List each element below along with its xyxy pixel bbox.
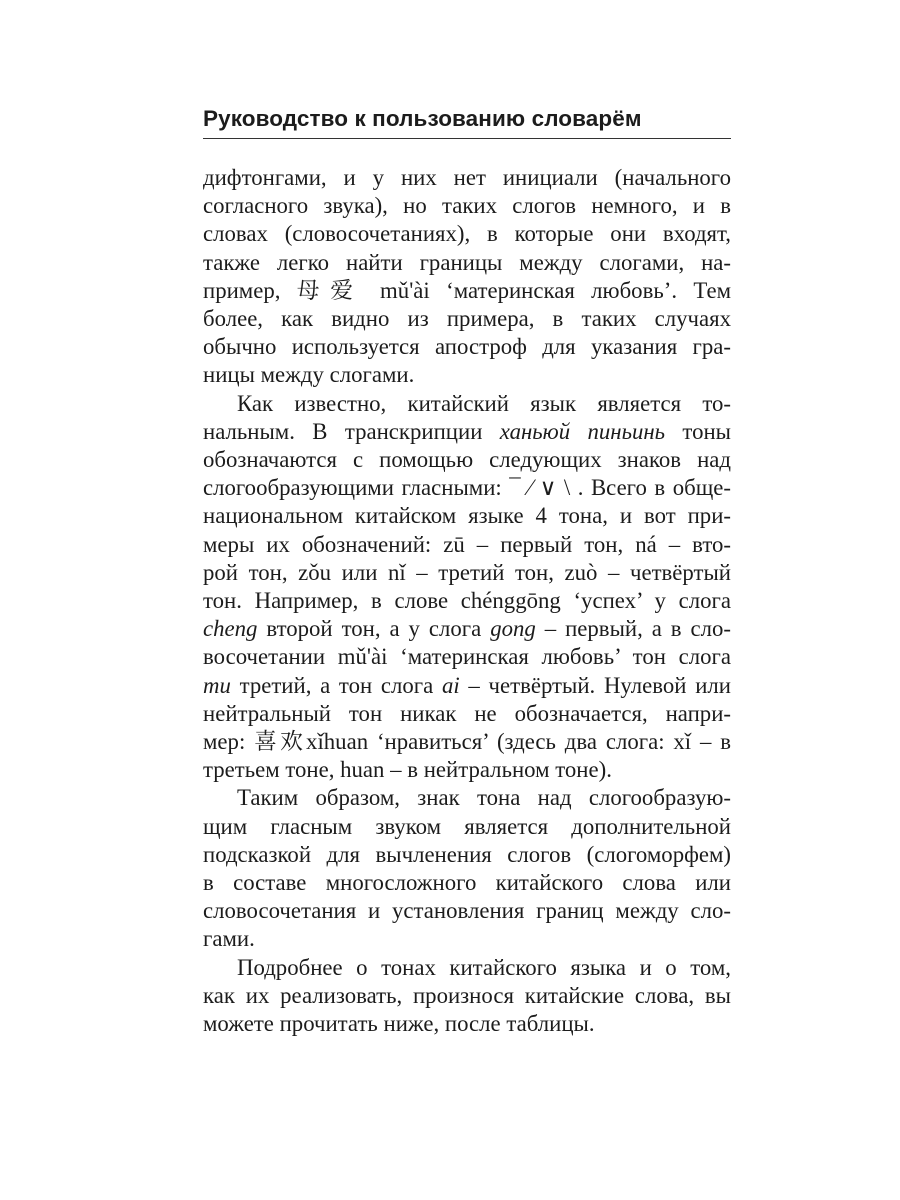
text-line: можете прочитать ниже, после таблицы. <box>203 1011 595 1037</box>
text-line: в составе многосложного китайского слова или <box>203 870 731 896</box>
text-line: Как известно, китайский язык является то- <box>237 390 731 416</box>
italic-syllable: ai <box>441 672 460 698</box>
italic-syllable: mu <box>203 672 231 698</box>
body-text <box>203 164 731 1038</box>
text-line: ницы между слогами. <box>203 362 415 388</box>
text-line: гами. <box>203 926 255 952</box>
paragraph-4 <box>203 954 731 1039</box>
paragraph-3 <box>203 784 731 953</box>
text-line: тон. Например, в слове chénggōng ‘успех’ у слога <box>203 588 731 614</box>
text-line: нальным. В транскрипции ханьюй пиньинь тоны <box>203 418 731 444</box>
text-line: cheng второй тон, а у слога gong – первый, а в сло- <box>203 616 731 642</box>
text-line: восочетании mǔ'ài ‘материнская любовь’ тон слога <box>203 644 731 670</box>
text-line: рой тон, zǒu или nǐ – третий тон, zuò – четвёртый <box>203 559 731 585</box>
header-rule <box>203 138 731 139</box>
text-line: Таким образом, знак тона над слогообразую- <box>237 785 731 811</box>
text-line: словосочетания и установления границ между сло- <box>203 898 731 924</box>
paragraph-1 <box>203 164 731 390</box>
text-line: мер: 喜欢xǐhuan ‘нравиться’ (здесь два слога: xǐ – в <box>203 729 731 755</box>
text-line: согласного звука), но таких слогов немного, и в <box>203 193 731 219</box>
italic-syllable: cheng <box>203 616 258 642</box>
text-line: дифтонгами, и у них нет инициали (начального <box>203 165 731 190</box>
running-title: Руководство к пользованию словарём <box>203 106 642 131</box>
paragraph-2 <box>203 390 731 785</box>
text-line: пример, 母爱 mǔ'ài ‘материнская любовь’. Тем <box>203 277 731 303</box>
text-line: третьем тоне, huan – в нейтральном тоне). <box>203 757 612 783</box>
text-line: меры их обозначений: zū – первый тон, ná – вто- <box>203 531 731 557</box>
text-line: нейтральный тон никак не обозначается, напри- <box>203 700 731 726</box>
italic-term: ханьюй пиньинь <box>499 418 666 444</box>
text-line: Подробнее о тонах китайского языка и о том, <box>237 954 731 980</box>
text-line: как их реализовать, произнося китайские слова, вы <box>203 982 731 1008</box>
text-line: mu третий, а тон слога ai – четвёртый. Нулевой или <box>203 672 731 698</box>
text-line: подсказкой для вычленения слогов (слогоморфем) <box>203 841 731 867</box>
text-line: также легко найти границы между слогами, на- <box>203 249 731 275</box>
text-line: обозначаются с помощью следующих знаков над <box>203 447 731 473</box>
text-line: национальном китайском языке 4 тона, и вот при- <box>203 503 731 529</box>
italic-syllable: gong <box>490 616 536 642</box>
text-line: более, как видно из примера, в таких случаях <box>203 306 731 332</box>
text-line: щим гласным звуком является дополнительной <box>203 813 731 839</box>
text-line: слогообразующими гласными: ¯ ⁄ ∨ \ . Всего в обще- <box>203 475 731 501</box>
text-line: обычно используется апостроф для указания гра- <box>203 334 731 360</box>
text-line: словах (словосочетаниях), в которые они входят, <box>203 221 731 247</box>
